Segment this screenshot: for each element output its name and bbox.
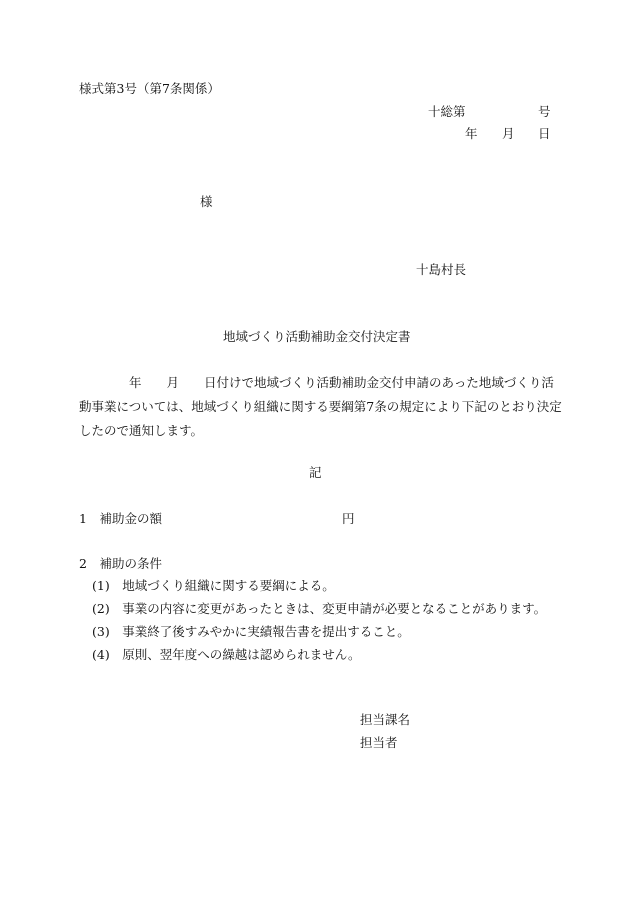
addressee-suffix: 様 xyxy=(200,194,213,209)
document-title: 地域づくり活動補助金交付決定書 xyxy=(223,329,411,344)
body-line: 動事業については、地域づくり組織に関する要綱第7条の規定により下記のとおり決定 xyxy=(79,399,562,414)
condition-item: (1) 地域づくり組織に関する要綱による。 xyxy=(92,578,335,593)
form-label: 様式第3号（第7条関係） xyxy=(79,81,220,96)
condition-item: (4) 原則、翌年度への繰越は認められません。 xyxy=(92,647,361,662)
item1-label: 1 補助金の額 xyxy=(79,511,162,526)
doc-number-prefix: 十総第 xyxy=(428,104,466,119)
item2-label: 2 補助の条件 xyxy=(79,556,162,571)
condition-item: (2) 事業の内容に変更があったときは、変更申請が必要となることがあります。 xyxy=(92,601,547,616)
ki-heading: 記 xyxy=(309,465,322,480)
issuer: 十島村長 xyxy=(416,262,467,277)
condition-item: (3) 事業終了後すみやかに実績報告書を提出すること。 xyxy=(92,624,410,639)
item1-unit: 円 xyxy=(342,511,355,526)
contact-department: 担当課名 xyxy=(360,712,411,727)
contact-person: 担当者 xyxy=(360,735,398,750)
body-line: したので通知します。 xyxy=(79,423,204,438)
date-day: 日 xyxy=(538,126,551,141)
body-line: 年 月 日付けで地域づくり活動補助金交付申請のあった地域づくり活 xyxy=(129,375,554,390)
date-month: 月 xyxy=(502,126,515,141)
doc-number-suffix: 号 xyxy=(538,104,551,119)
date-year: 年 xyxy=(465,126,478,141)
